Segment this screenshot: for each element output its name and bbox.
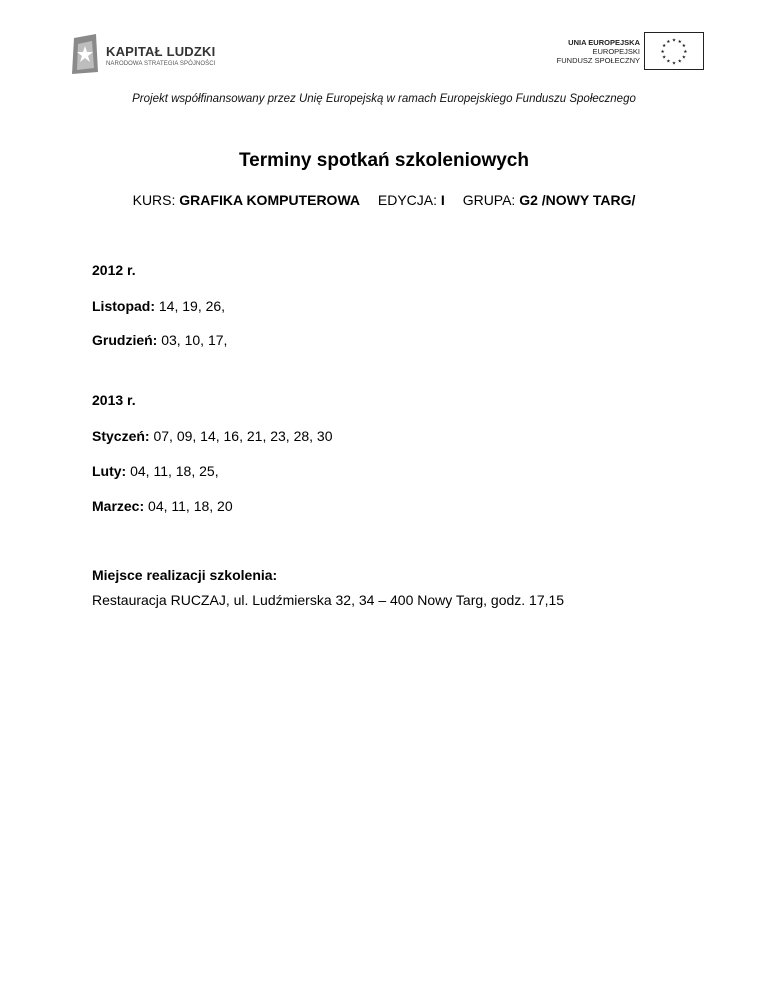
kurs-value: GRAFIKA KOMPUTEROWA	[179, 192, 360, 208]
eu-line-2: EUROPEJSKI	[592, 47, 640, 56]
month-styczen	[92, 428, 333, 444]
eu-flag-icon	[644, 32, 704, 70]
month-dates: 04, 11, 18, 20	[148, 498, 233, 514]
month-dates: 14, 19, 26,	[158, 298, 226, 314]
eu-line-1: UNIA EUROPEJSKA	[568, 38, 640, 47]
eu-star-icon: ★	[671, 61, 677, 67]
location-heading: Miejsce realizacji szkolenia:	[92, 567, 278, 583]
month-name: Listopad:	[92, 298, 155, 314]
month-luty	[92, 463, 219, 479]
month-grudzien	[92, 332, 227, 348]
funding-note: Projekt współfinansowany przez Unię Europejską w ramach Europejskiego Funduszu Społecznego	[132, 93, 636, 105]
eu-star-icon: ★	[662, 55, 667, 61]
eu-logo	[530, 32, 704, 72]
month-dates: 04, 11, 18, 25,	[130, 463, 219, 479]
course-info	[0, 192, 768, 208]
eu-star-icon: ★	[677, 40, 682, 46]
grupa-value: G2 /NOWY TARG/	[519, 192, 636, 208]
document-title: Terminy spotkań szkoleniowych	[238, 150, 529, 171]
location-address: Restauracja RUCZAJ, ul. Ludźmierska 32, 34 – 400 Nowy Targ, godz. 17,15	[92, 592, 565, 608]
edycja-value: I	[440, 192, 445, 208]
eu-star-icon: ★	[662, 44, 667, 50]
kapital-ludzki-subtitle: NARODOWA STRATEGIA SPÓJNOŚCI	[106, 61, 216, 67]
kapital-ludzki-logo	[68, 32, 228, 76]
eu-star-icon: ★	[671, 38, 677, 44]
month-name: Grudzień:	[92, 332, 158, 348]
month-dates: 07, 09, 14, 16, 21, 23, 28, 30	[153, 428, 333, 444]
year-2012-heading: 2012 r.	[92, 262, 136, 278]
month-listopad	[92, 298, 225, 314]
edycja-label: EDYCJA:	[377, 192, 438, 208]
eu-line-3: FUNDUSZ SPOŁECZNY	[556, 56, 640, 65]
month-dates: 03, 10, 17,	[161, 332, 228, 348]
eu-star-icon: ★	[666, 40, 671, 46]
eu-star-icon: ★	[683, 49, 688, 55]
month-name: Styczeń:	[92, 428, 150, 444]
eu-star-icon: ★	[666, 59, 671, 65]
month-marzec	[92, 498, 233, 514]
kurs-label: KURS:	[132, 192, 176, 208]
eu-star-icon: ★	[660, 49, 665, 55]
month-name: Marzec:	[92, 498, 145, 514]
eu-star-icon: ★	[681, 55, 686, 61]
eu-logo-text	[557, 38, 640, 65]
kapital-ludzki-title: KAPITAŁ LUDZKI	[106, 44, 216, 59]
eu-star-icon: ★	[677, 59, 682, 65]
kapital-ludzki-emblem-icon	[68, 32, 102, 76]
month-name: Luty:	[92, 463, 127, 479]
eu-star-icon: ★	[681, 44, 686, 50]
grupa-label: GRUPA:	[462, 192, 516, 208]
year-2013-heading: 2013 r.	[92, 392, 136, 408]
